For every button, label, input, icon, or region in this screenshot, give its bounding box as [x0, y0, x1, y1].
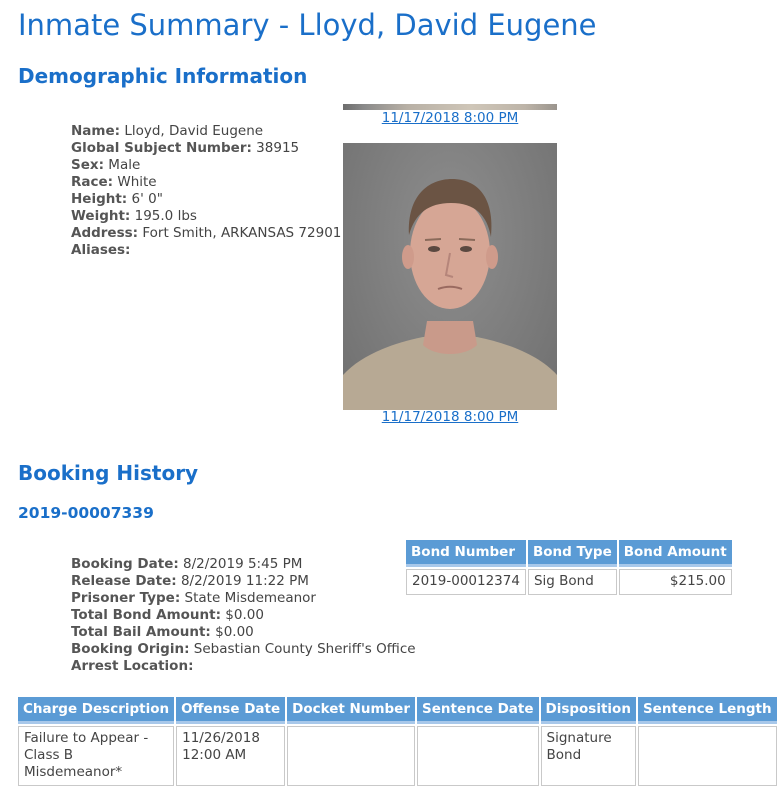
demographic-heading: Demographic Information	[18, 64, 308, 88]
bond-type-cell: Sig Bond	[528, 569, 617, 595]
bond-number-cell: 2019-00012374	[406, 569, 526, 595]
booking-origin-row	[71, 641, 416, 658]
sentence-length-header: Sentence Length	[638, 697, 777, 724]
mugshot-portrait	[343, 143, 557, 410]
subject-number-row	[71, 140, 341, 157]
offense-date-cell: 11/26/2018 12:00 AM	[176, 726, 285, 786]
weight-value: 195.0 lbs	[134, 208, 197, 224]
photo-date-link[interactable]: 11/17/2018 8:00 PM	[381, 110, 519, 126]
weight-row	[71, 208, 341, 225]
disposition-cell: Signature Bond	[541, 726, 636, 786]
race-value: White	[117, 174, 157, 190]
sentence-date-cell	[417, 726, 539, 786]
arrest-location-row	[71, 658, 416, 675]
charge-header-row	[18, 697, 777, 724]
bond-header-row	[406, 540, 732, 567]
bond-amount-cell: $215.00	[619, 569, 732, 595]
release-date-value: 8/2/2019 11:22 PM	[180, 573, 309, 589]
aliases-row	[71, 242, 341, 259]
disposition-header: Disposition	[541, 697, 636, 724]
total-bond-value: $0.00	[225, 607, 264, 623]
booking-origin-value: Sebastian County Sheriff's Office	[193, 641, 416, 657]
booking-history-heading: Booking History	[18, 461, 199, 485]
aliases-label: Aliases:	[71, 242, 131, 258]
name-row	[71, 123, 341, 140]
race-row	[71, 174, 341, 191]
booking-date-label: Booking Date:	[71, 556, 179, 572]
total-bail-row	[71, 624, 416, 641]
prisoner-type-row	[71, 590, 416, 607]
subject-number-label: Global Subject Number:	[71, 140, 252, 156]
table-row	[406, 569, 732, 595]
bond-number-header: Bond Number	[406, 540, 526, 567]
address-value: Fort Smith, ARKANSAS 72901	[142, 225, 342, 241]
total-bail-label: Total Bail Amount:	[71, 624, 211, 640]
docket-number-cell	[287, 726, 415, 786]
booking-date-row	[71, 556, 416, 573]
page-title: Inmate Summary - Lloyd, David Eugene	[18, 8, 597, 42]
address-label: Address:	[71, 225, 139, 241]
sex-value: Male	[108, 157, 141, 173]
prisoner-type-value: State Misdemeanor	[184, 590, 316, 606]
bond-type-header: Bond Type	[528, 540, 617, 567]
total-bail-value: $0.00	[215, 624, 254, 640]
sex-row	[71, 157, 341, 174]
booking-info	[71, 556, 416, 675]
release-date-row	[71, 573, 416, 590]
bond-amount-header: Bond Amount	[619, 540, 732, 567]
address-row	[71, 225, 341, 242]
weight-label: Weight:	[71, 208, 131, 224]
race-label: Race:	[71, 174, 114, 190]
mugshot-date-link[interactable]: 11/17/2018 8:00 PM	[381, 409, 519, 425]
arrest-location-label: Arrest Location:	[71, 658, 194, 674]
subject-number-value: 38915	[256, 140, 300, 156]
offense-date-header: Offense Date	[176, 697, 285, 724]
sex-label: Sex:	[71, 157, 104, 173]
release-date-label: Release Date:	[71, 573, 177, 589]
booking-date-value: 8/2/2019 5:45 PM	[183, 556, 303, 572]
total-bond-label: Total Bond Amount:	[71, 607, 221, 623]
height-row	[71, 191, 341, 208]
bond-table	[404, 538, 734, 597]
sentence-date-header: Sentence Date	[417, 697, 539, 724]
sentence-length-cell	[638, 726, 777, 786]
booking-number: 2019-00007339	[18, 504, 154, 522]
name-value: Lloyd, David Eugene	[124, 123, 264, 139]
height-label: Height:	[71, 191, 128, 207]
mugshot-photo[interactable]	[343, 143, 557, 410]
height-value: 6' 0"	[131, 191, 163, 207]
charge-table	[16, 695, 779, 788]
charge-description-header: Charge Description	[18, 697, 174, 724]
name-label: Name:	[71, 123, 121, 139]
docket-number-header: Docket Number	[287, 697, 415, 724]
charge-description-cell: Failure to Appear - Class B Misdemeanor*	[18, 726, 174, 786]
demographic-info	[71, 123, 341, 259]
table-row	[18, 726, 777, 786]
prisoner-type-label: Prisoner Type:	[71, 590, 181, 606]
total-bond-row	[71, 607, 416, 624]
booking-origin-label: Booking Origin:	[71, 641, 190, 657]
